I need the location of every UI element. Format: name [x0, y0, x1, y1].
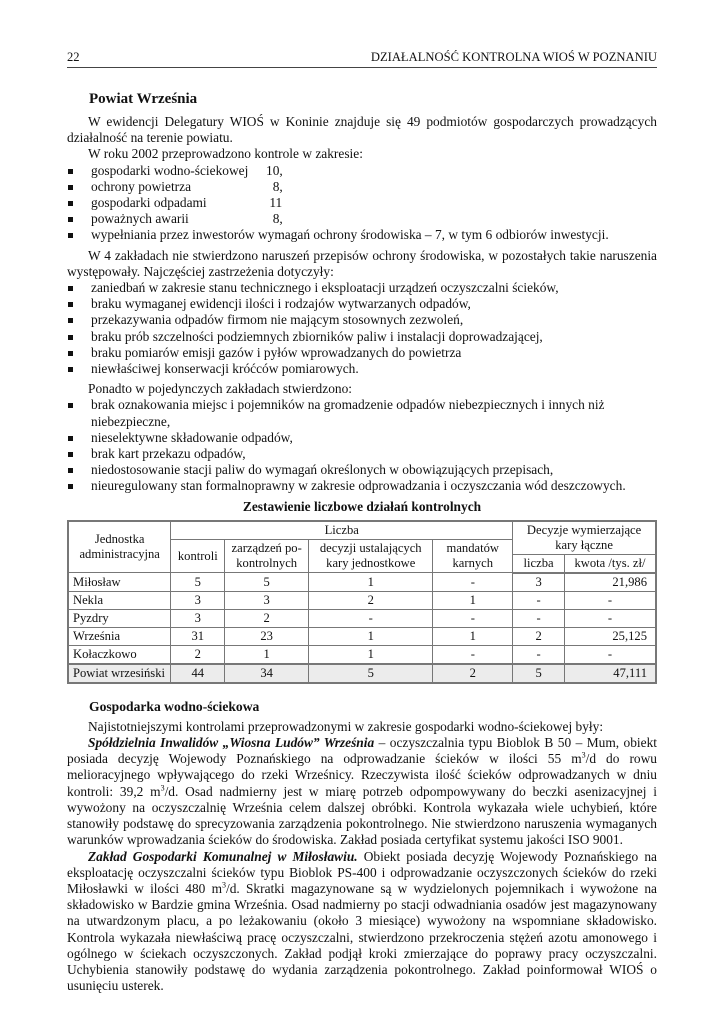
- water-intro: Najistotniejszymi kontrolami przeprowadzonymi w zakresie gospodarki wodno-ściekowej były:: [88, 718, 604, 734]
- header-count-group: Liczba: [171, 521, 513, 540]
- violations-intro: W 4 zakładach nie stwierdzono naruszeń przepisów ochrony środowiska, w pozostałych takie naruszenia występowały. Najczęściej zastrzeżenia dotyczyły:: [67, 247, 657, 279]
- header-combined-group: Decyzje wymierzające kary łączne: [513, 521, 656, 555]
- table-row: Kołaczkowo 2 1 1 - - -: [68, 645, 656, 664]
- water-paragraph-2: Zakład Gospodarki Komunalnej w Miłosławiu. Obiekt posiada decyzję Wojewody Poznańskiego na eksploatację oczyszczalni ścieków typu Bioblok PS-400 i odprowadzanie oczyszczonych ścieków do rzeki Miłosławki w ilości 480 $m^3/d$. Skratki magazynowane są w wydzielonych pojemnikach i wywożone na składowisko w Bardzie gmina Września. Osad nadmierny po stacji odwadniania osadów jest magazynowany na utwardzonym placu, a po leżakowaniu (około 3 miesiące) wywożony na wspomniane składowisko. Kontrola wykazała niewłaściwą pracę oczyszczalni, stwierdzono przekroczenia stężeń azotu amonowego i ogólnego w ściekach oczyszczonych. Zakład podjął kroki zmierzające do poprawy pracy oczyszczalni. Uchybienia stanowiły podstawę do wydania zarządzenia pokontrolnego. Zakład poinformował WIOŚ o usunięciu usterek.: [67, 848, 658, 994]
- controls-list: [67, 163, 657, 244]
- entity-name: Spółdzielnia Inwalidów „Wiosna Ludów” Września: [88, 735, 375, 751]
- table-row: Września 31 23 1 1 2 25,125: [68, 627, 656, 645]
- additional-intro: Ponadto w pojedynczych zakładach stwierdzono:: [88, 381, 353, 397]
- section-title: Powiat Września: [89, 91, 198, 107]
- header-combined-count: liczba: [513, 554, 565, 573]
- header-inspections: kontroli: [171, 539, 225, 573]
- table-row: Miłosław 5 5 1 - 3 21,986: [68, 573, 656, 592]
- list-item: braku wymaganej ewidencji ilości i rodzajów wytwarzanych odpadów,: [67, 296, 657, 312]
- inspection-summary-table: [67, 520, 657, 684]
- table-total-row: Powiat wrzesiński 44 34 5 2 5 47,111: [68, 664, 656, 683]
- header-decisions: decyzji ustalających kary jednostkowe: [309, 539, 433, 573]
- list-item: braku prób szczelności podziemnych zbiorników paliw i instalacji doprowadzającej,: [67, 329, 657, 345]
- list-item: niedostosowanie stacji paliw do wymagań określonych w obowiązujących przepisach,: [67, 462, 657, 478]
- list-item: poważnych awarii 8,: [67, 211, 657, 227]
- list-item: nieuregulowany stan formalnoprawny w zakresie odprowadzania i oczyszczania wód deszczowych.: [67, 478, 657, 494]
- list-item: gospodarki wodno-ściekowej 10,: [67, 163, 657, 179]
- table-row: Nekla 3 3 2 1 - -: [68, 591, 656, 609]
- entity-name: Zakład Gospodarki Komunalnej w Miłosławiu.: [88, 848, 358, 864]
- header-combined-amount: kwota /tys. zł/: [565, 554, 657, 573]
- violations-list: [67, 280, 657, 377]
- header-unit: Jednostka administracyjna: [68, 521, 171, 573]
- water-paragraph-1: Spółdzielnia Inwalidów „Wiosna Ludów” Września – oczyszczalnia typu Bioblok B 50 – Mum, obiekt posiada decyzję Wojewody Poznańskiego na odprowadzanie ścieków w ilości 55 $m^3/d$ do rowu melioracyjnego wpływającego do rzeki Wrześnicy. Rzeczywista ilość ścieków odprowadzanych w dniu kontroli: 39,2 $m^3/d$. Osad nadmierny jest w miarę potrzeb odpompowywany do beczki asenizacyjnej i wywożony na oczyszczalnię Września celem dalszej obróbki. Kontrola wykazała wiele uchybień, które stanowiły podstawę do sprecyzowania zarządzenia pokontrolnego. Nie stwierdzono naruszenia wymaganych warunków wprowadzania ścieków do środowiska. Zakład posiada certyfikat systemu jakości ISO 9001.: [67, 735, 658, 848]
- header-orders: zarządzeń po-kontrolnych: [225, 539, 309, 573]
- list-item: przekazywania odpadów firmom nie mającym stosownych zezwoleń,: [67, 312, 657, 328]
- running-header: [67, 50, 657, 68]
- list-item: brak kart przekazu odpadów,: [67, 446, 657, 462]
- list-item: gospodarki odpadami 11: [67, 195, 657, 211]
- header-fines: mandatów karnych: [433, 539, 513, 573]
- document-page: [67, 50, 657, 994]
- page-number: 22: [67, 50, 80, 64]
- list-item: niewłaściwej konserwacji króćców pomiarowych.: [67, 361, 657, 377]
- list-item: nieselektywne składowanie odpadów,: [67, 430, 657, 446]
- subsection-title: Gospodarka wodno-ściekowa: [89, 698, 260, 714]
- list-item: ochrony powietrza 8,: [67, 179, 657, 195]
- list-item: wypełniania przez inwestorów wymagań ochrony środowiska – 7, w tym 6 odbiorów inwestycji.: [67, 227, 657, 243]
- intro-paragraph: W ewidencji Delegatury WIOŚ w Koninie znajduje się 49 podmiotów gospodarczych prowadzących działalność na terenie powiatu.: [67, 114, 657, 146]
- running-title: DZIAŁALNOŚĆ KONTROLNA WIOŚ W POZNANIU: [370, 50, 657, 64]
- table-row: Pyzdry 3 2 - - - -: [68, 609, 656, 627]
- list-item: braku pomiarów emisji gazów i pyłów wprowadzanych do powietrza: [67, 345, 657, 361]
- controls-intro: W roku 2002 przeprowadzono kontrole w zakresie:: [88, 146, 363, 162]
- list-item: brak oznakowania miejsc i pojemników na gromadzenie odpadów niebezpiecznych i innych niż niebezpieczne,: [67, 397, 657, 429]
- additional-list: [67, 397, 657, 494]
- list-item: zaniedbań w zakresie stanu technicznego i eksploatacji urządzeń oczyszczalni ścieków,: [67, 280, 657, 296]
- table-caption: Zestawienie liczbowe działań kontrolnych: [242, 498, 482, 514]
